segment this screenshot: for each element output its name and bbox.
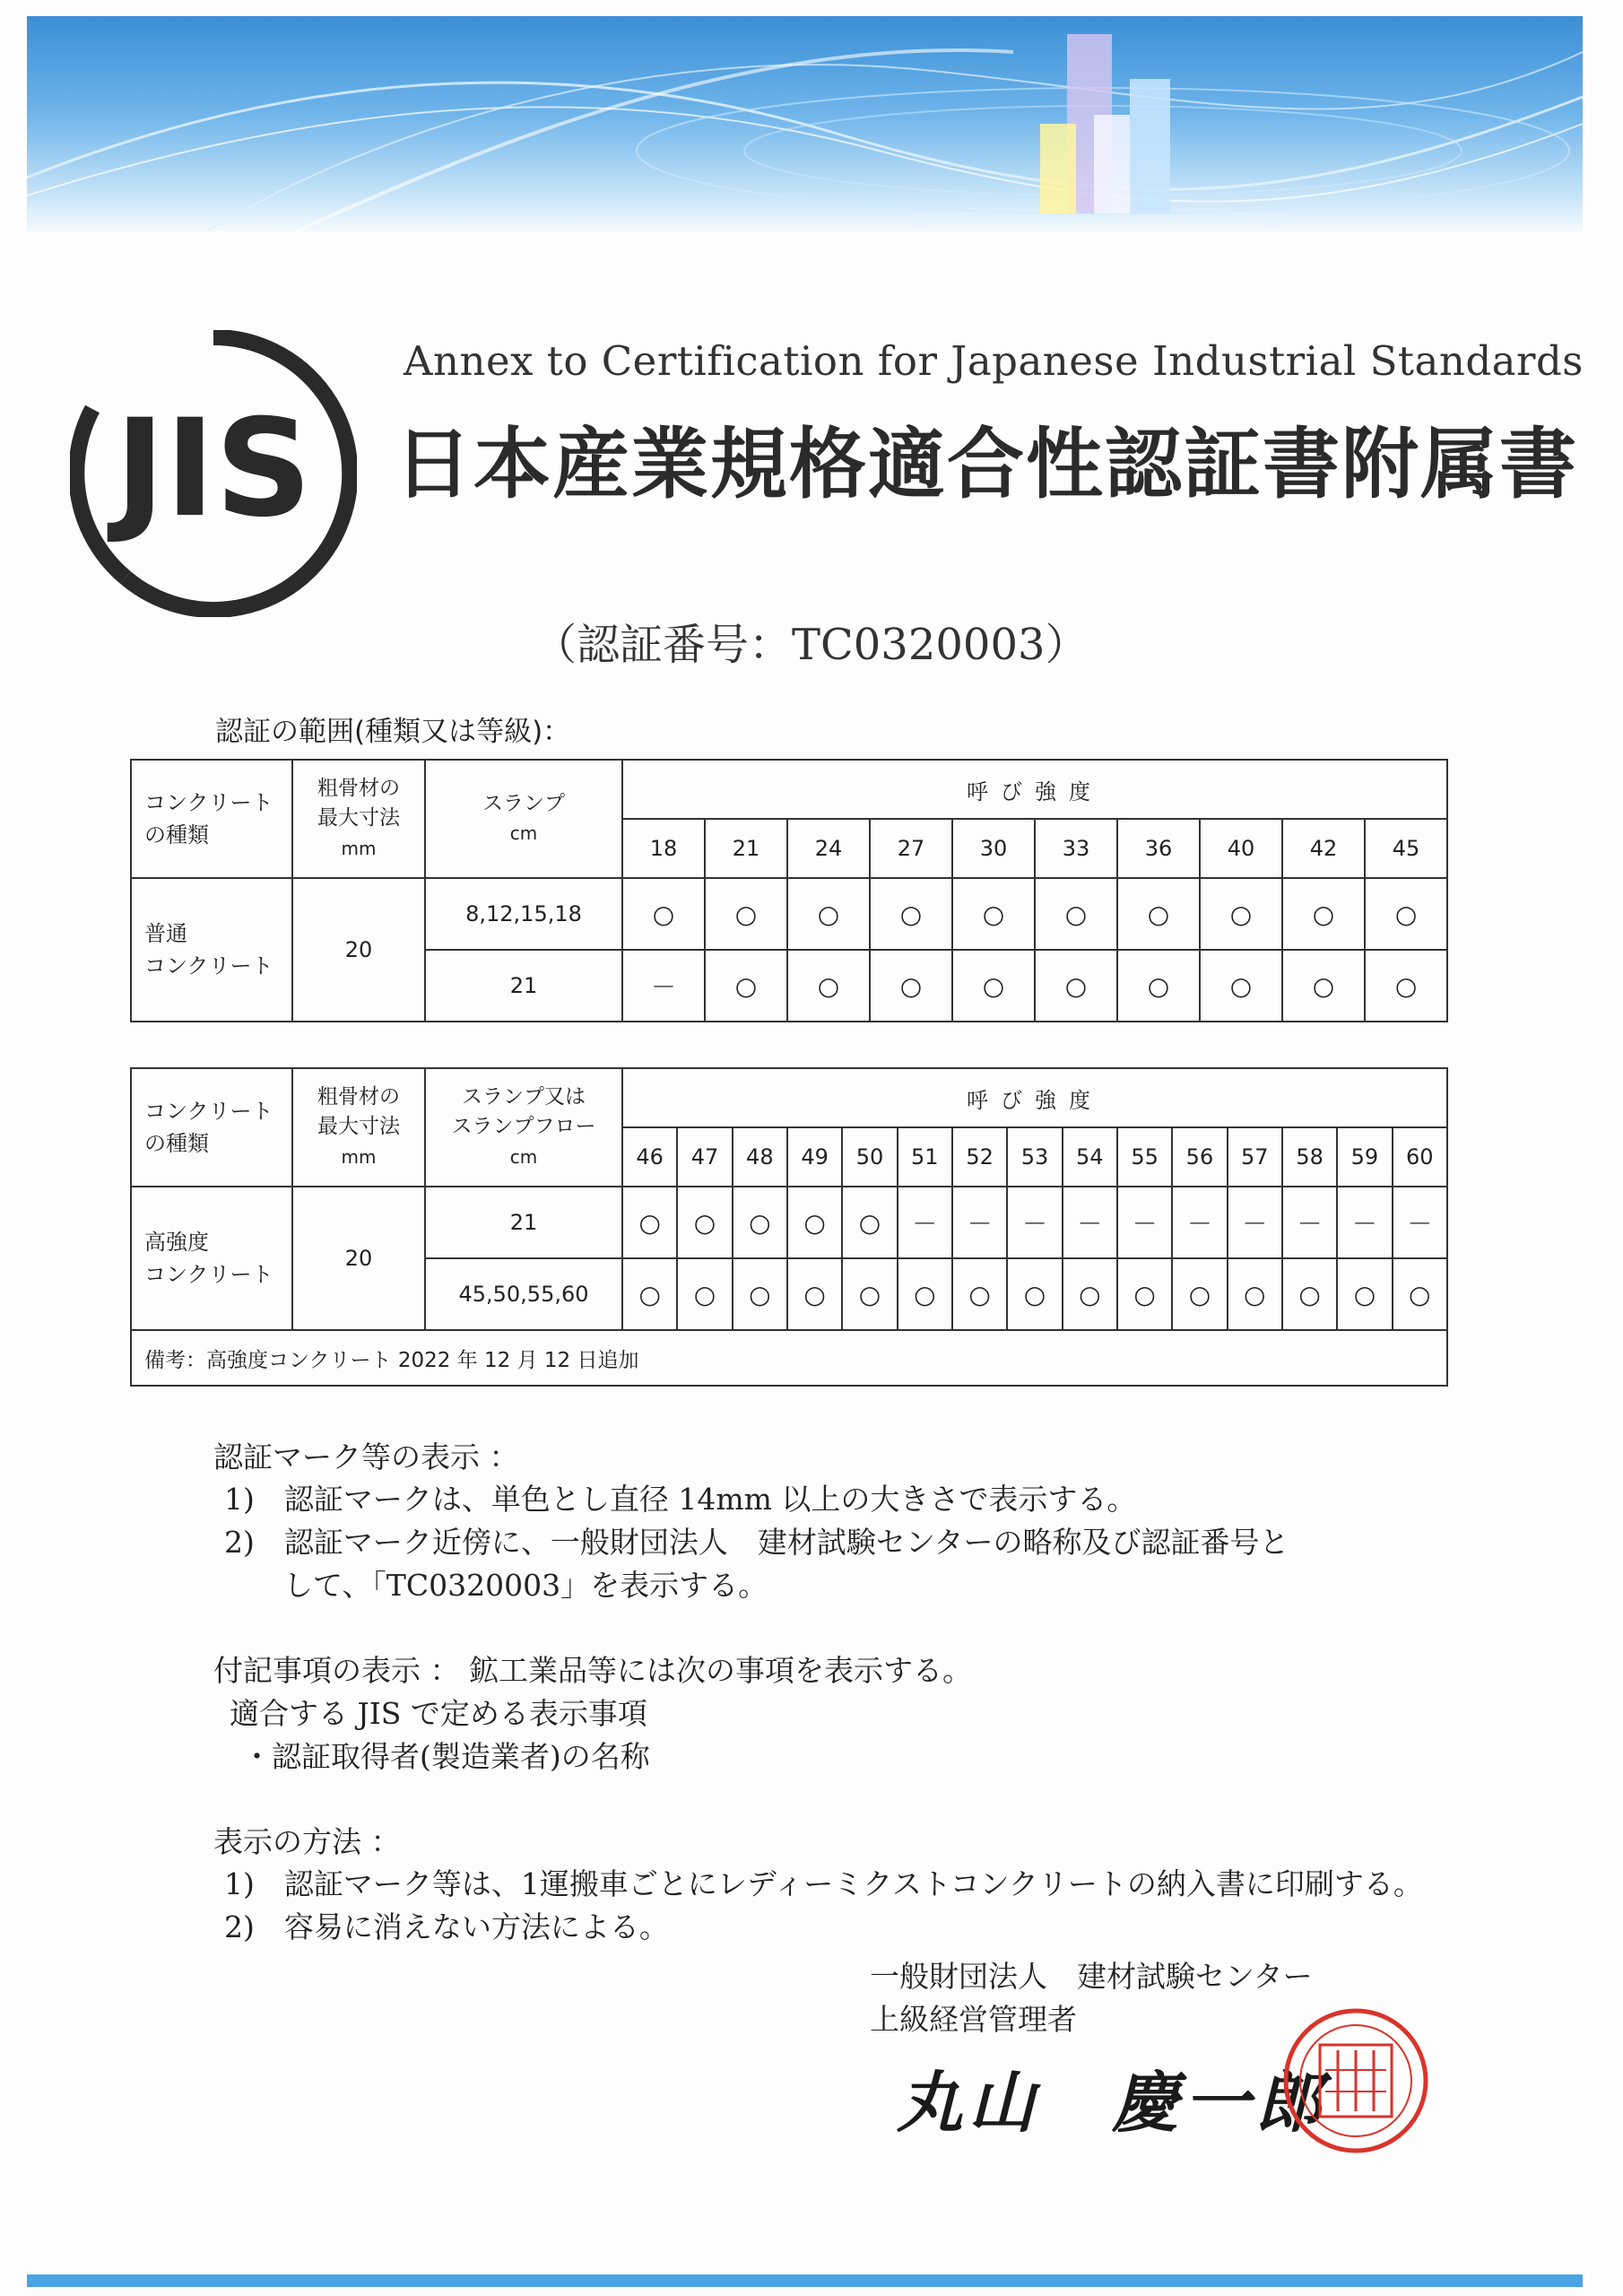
- mark-cell: －: [952, 1187, 1007, 1258]
- mark-cell: ○: [1282, 950, 1365, 1022]
- mark-cell: ○: [787, 1258, 842, 1330]
- strength-cell: 47: [677, 1127, 732, 1187]
- mark-cell: ○: [1035, 950, 1117, 1022]
- header-aggregate-size: 粗骨材の 最大寸法 mm: [292, 1068, 425, 1187]
- strength-cell: 51: [898, 1127, 952, 1187]
- mark-cell: ○: [1228, 1258, 1282, 1330]
- mark-display-item-2: 2) 認証マーク近傍に、一般財団法人 建材試験センターの略称及び認証番号と: [224, 1525, 1289, 1560]
- aggregate-size-cell: 20: [292, 1187, 425, 1330]
- issuer-organization: 一般財団法人 建材試験センター: [870, 1959, 1313, 1994]
- strength-cell: 56: [1172, 1127, 1227, 1187]
- header-concrete-type: コンクリート の種類: [131, 760, 292, 878]
- strength-cell: 24: [787, 819, 870, 878]
- method-item-1: 1) 認証マーク等は、1運搬車ごとにレディーミクストコンクリートの納入書に印刷する。: [224, 1866, 1423, 1901]
- strength-cell: 21: [705, 819, 787, 878]
- strength-cell: 48: [733, 1127, 787, 1187]
- strength-cell: 58: [1282, 1127, 1337, 1187]
- jis-logo-icon: [70, 330, 357, 617]
- mark-cell: ○: [622, 1258, 677, 1330]
- mark-cell: ○: [842, 1258, 897, 1330]
- mark-cell: －: [1337, 1187, 1392, 1258]
- header-slump-flow: スランプ又は スランプフロー cm: [425, 1068, 622, 1187]
- strength-cell: 33: [1035, 819, 1117, 878]
- scope-table-normal: [130, 759, 1448, 1022]
- jis-logo-text: JIS: [115, 391, 312, 547]
- mark-cell: ○: [787, 878, 870, 950]
- concrete-type-cell: 普通 コンクリート: [131, 878, 292, 1022]
- mark-cell: －: [622, 950, 705, 1022]
- mark-cell: －: [1393, 1187, 1447, 1258]
- mark-cell: ○: [787, 950, 870, 1022]
- strength-cell: 36: [1117, 819, 1200, 878]
- mark-cell: ○: [1063, 1258, 1117, 1330]
- strength-cell: 42: [1282, 819, 1365, 878]
- mark-cell: ○: [622, 1187, 677, 1258]
- strength-cell: 54: [1063, 1127, 1117, 1187]
- header-concrete-type: コンクリート の種類: [131, 1068, 292, 1187]
- supplementary-line-1: 適合する JIS で定める表示事項: [230, 1696, 647, 1731]
- mark-cell: ○: [733, 1258, 787, 1330]
- strength-cell: 50: [842, 1127, 897, 1187]
- mark-cell: ○: [622, 878, 705, 950]
- scope-label: 認証の範囲(種類又は等級)：: [215, 716, 571, 748]
- mark-cell: ○: [1035, 878, 1117, 950]
- mark-cell: －: [1172, 1187, 1227, 1258]
- mark-cell: ○: [1007, 1258, 1062, 1330]
- mark-cell: ○: [1172, 1258, 1227, 1330]
- strength-cell: 40: [1200, 819, 1282, 878]
- title-english: Annex to Certification for Japanese Industrial Standards: [404, 337, 1584, 385]
- mark-cell: ○: [733, 1187, 787, 1258]
- header-banner: [27, 16, 1583, 231]
- mark-cell: ○: [842, 1187, 897, 1258]
- mark-cell: ○: [870, 950, 952, 1022]
- strength-cell: 45: [1365, 819, 1447, 878]
- method-heading: 表示の方法 ：: [213, 1824, 401, 1859]
- method-item-2: 2) 容易に消えない方法による。: [224, 1909, 669, 1944]
- mark-cell: ○: [1393, 1258, 1447, 1330]
- mark-cell: ○: [898, 1258, 952, 1330]
- mark-cell: ○: [1365, 950, 1447, 1022]
- strength-cell: 59: [1337, 1127, 1392, 1187]
- table-remark: 備考：高強度コンクリート 2022 年 12 月 12 日追加: [131, 1330, 1447, 1386]
- mark-cell: ○: [1200, 950, 1282, 1022]
- mark-cell: ○: [787, 1187, 842, 1258]
- footer-bar: [27, 2274, 1583, 2287]
- certification-number: （認証番号：TC0320003）: [534, 620, 1089, 670]
- mark-cell: ○: [677, 1258, 732, 1330]
- mark-cell: －: [1282, 1187, 1337, 1258]
- mark-cell: ○: [952, 1258, 1007, 1330]
- strength-cell: 49: [787, 1127, 842, 1187]
- strength-cell: 57: [1228, 1127, 1282, 1187]
- aggregate-size-cell: 20: [292, 878, 425, 1022]
- mark-display-item-2-cont: して、「TC0320003」を表示する。: [224, 1568, 768, 1603]
- strength-cell: 55: [1117, 1127, 1172, 1187]
- mark-display-heading: 認証マーク等の表示 ：: [213, 1439, 519, 1474]
- official-seal-icon: [1282, 2007, 1430, 2155]
- strength-cell: 52: [952, 1127, 1007, 1187]
- mark-cell: ○: [705, 950, 787, 1022]
- mark-cell: ○: [1365, 878, 1447, 950]
- supplementary-line-2: ・認証取得者(製造業者)の名称: [242, 1739, 650, 1774]
- strength-cell: 18: [622, 819, 705, 878]
- header-aggregate-size: 粗骨材の 最大寸法 mm: [292, 760, 425, 878]
- mark-cell: ○: [870, 878, 952, 950]
- mark-cell: ○: [1117, 1258, 1172, 1330]
- strength-cell: 30: [952, 819, 1035, 878]
- strength-cell: 46: [622, 1127, 677, 1187]
- header-slump: スランプ cm: [425, 760, 622, 878]
- mark-cell: －: [1117, 1187, 1172, 1258]
- mark-cell: ○: [1282, 1258, 1337, 1330]
- mark-cell: ○: [952, 878, 1035, 950]
- mark-cell: －: [1063, 1187, 1117, 1258]
- title-japanese: 日本産業規格適合性認証書附属書: [395, 420, 1578, 509]
- mark-cell: ○: [705, 878, 787, 950]
- banner-graphic: [27, 16, 1583, 231]
- strength-cell: 27: [870, 819, 952, 878]
- strength-cell: 53: [1007, 1127, 1062, 1187]
- mark-cell: －: [1007, 1187, 1062, 1258]
- mark-cell: ○: [677, 1187, 732, 1258]
- slump-cell: 21: [425, 1187, 622, 1258]
- mark-cell: ○: [1282, 878, 1365, 950]
- mark-cell: ○: [1337, 1258, 1392, 1330]
- slump-cell: 45,50,55,60: [425, 1258, 622, 1330]
- mark-cell: ○: [1117, 950, 1200, 1022]
- strength-cell: 60: [1393, 1127, 1447, 1187]
- mark-cell: ○: [1200, 878, 1282, 950]
- mark-cell: ○: [1117, 878, 1200, 950]
- mark-cell: －: [1228, 1187, 1282, 1258]
- mark-cell: ○: [952, 950, 1035, 1022]
- slump-cell: 21: [425, 950, 622, 1022]
- issuer-position: 上級経営管理者: [870, 2002, 1077, 2037]
- slump-cell: 8,12,15,18: [425, 878, 622, 950]
- concrete-type-cell: 高強度 コンクリート: [131, 1187, 292, 1330]
- supplementary-heading: 付記事項の表示 ： 鉱工業品等には次の事項を表示する。: [213, 1653, 972, 1688]
- mark-cell: －: [898, 1187, 952, 1258]
- mark-display-item-1: 1) 認証マークは、単色とし直径 14mm 以上の大きさで表示する。: [224, 1482, 1137, 1517]
- header-nominal-strength: 呼び強度: [622, 760, 1447, 819]
- scope-table-high-strength: [130, 1067, 1448, 1387]
- signature: 丸山 慶一郎: [897, 2065, 1327, 2142]
- header-nominal-strength: 呼び強度: [622, 1068, 1447, 1127]
